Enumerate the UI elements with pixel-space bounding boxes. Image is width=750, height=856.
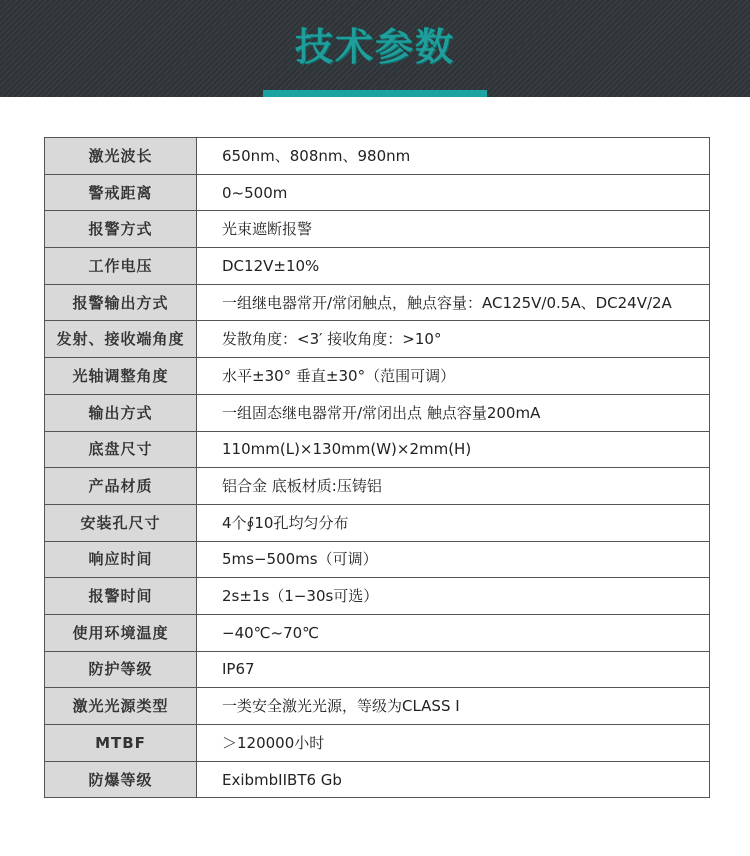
spec-value: 4个∮10孔均匀分布 [197,504,710,541]
spec-label: 防护等级 [45,651,197,688]
spec-label: MTBF [45,725,197,762]
spec-value: 2s±1s（1−30s可选） [197,578,710,615]
spec-table [44,137,710,798]
spec-value: ＞120000小时 [197,725,710,762]
spec-row [45,284,710,321]
spec-row [45,651,710,688]
spec-row [45,761,710,798]
spec-label: 激光波长 [45,138,197,175]
title-underline [263,90,487,97]
spec-row [45,248,710,285]
spec-table-body [45,138,710,798]
spec-row [45,431,710,468]
spec-label: 防爆等级 [45,761,197,798]
spec-row [45,394,710,431]
spec-row [45,614,710,651]
spec-value: 0~500m [197,174,710,211]
spec-value: DC12V±10% [197,248,710,285]
spec-row [45,211,710,248]
spec-value: 光束遮断报警 [197,211,710,248]
spec-value: 650nm、808nm、980nm [197,138,710,175]
spec-label: 底盘尺寸 [45,431,197,468]
spec-row [45,321,710,358]
spec-label: 报警方式 [45,211,197,248]
spec-row [45,504,710,541]
spec-value: 一类安全激光光源，等级为CLASS Ⅰ [197,688,710,725]
spec-value: 110mm(L)×130mm(W)×2mm(H) [197,431,710,468]
spec-value: 水平±30° 垂直±30°（范围可调） [197,358,710,395]
spec-label: 光轴调整角度 [45,358,197,395]
spec-label: 警戒距离 [45,174,197,211]
spec-value: −40℃~70℃ [197,614,710,651]
spec-label: 激光光源类型 [45,688,197,725]
spec-row [45,578,710,615]
spec-row [45,725,710,762]
spec-label: 使用环境温度 [45,614,197,651]
spec-label: 产品材质 [45,468,197,505]
spec-label: 安装孔尺寸 [45,504,197,541]
spec-value: 一组继电器常开/常闭触点，触点容量：AC125V/0.5A、DC24V/2A [197,284,710,321]
spec-row [45,138,710,175]
header-banner [0,0,750,97]
spec-label: 发射、接收端角度 [45,321,197,358]
spec-row [45,541,710,578]
spec-value: 铝合金 底板材质:压铸铝 [197,468,710,505]
spec-value: IP67 [197,651,710,688]
spec-label: 报警时间 [45,578,197,615]
spec-value: ExibmbIIBT6 Gb [197,761,710,798]
spec-label: 响应时间 [45,541,197,578]
spec-row [45,358,710,395]
spec-value: 发散角度：<3′ 接收角度：>10° [197,321,710,358]
spec-row [45,688,710,725]
spec-value: 5ms−500ms（可调） [197,541,710,578]
spec-label: 输出方式 [45,394,197,431]
spec-label: 报警输出方式 [45,284,197,321]
spec-row [45,174,710,211]
spec-value: 一组固态继电器常开/常闭出点 触点容量200mA [197,394,710,431]
spec-row [45,468,710,505]
page-title: 技术参数 [294,25,455,69]
spec-label: 工作电压 [45,248,197,285]
